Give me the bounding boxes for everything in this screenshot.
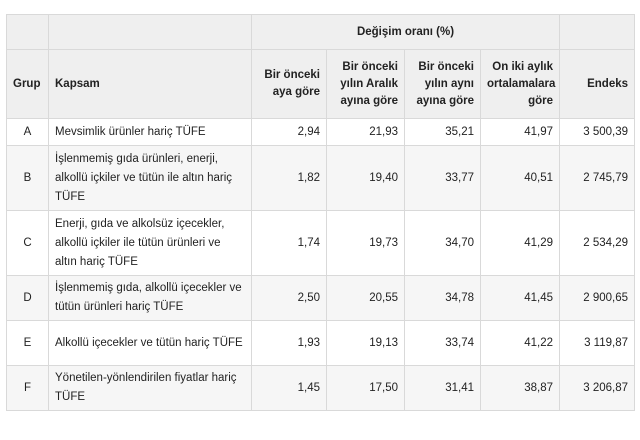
cell-endeks: 2 900,65 — [560, 276, 635, 321]
column-header-ayni-ay: Bir önceki yılın aynı ayına göre — [405, 50, 481, 119]
cell-ortalama: 40,51 — [481, 146, 560, 211]
cell-endeks: 3 206,87 — [560, 366, 635, 411]
cell-endeks: 3 500,39 — [560, 119, 635, 146]
cell-ortalama: 41,45 — [481, 276, 560, 321]
change-rate-group-header: Değişim oranı (%) — [252, 15, 560, 50]
table-container — [6, 14, 634, 411]
column-header-kapsam: Kapsam — [49, 50, 252, 119]
cell-aralik: 19,73 — [327, 211, 405, 276]
cell-aya-gore: 1,74 — [252, 211, 327, 276]
cell-grup: E — [7, 321, 49, 366]
cell-aralik: 19,40 — [327, 146, 405, 211]
cell-ayni-ay: 35,21 — [405, 119, 481, 146]
column-header-row — [7, 50, 635, 119]
cell-kapsam: İşlenmemiş gıda ürünleri, enerji, alkollü içkiler ve tütün ile altın hariç TÜFE — [49, 146, 252, 211]
cell-kapsam: Enerji, gıda ve alkolsüz içecekler, alkollü içkiler ile tütün ürünleri ve altın hariç TÜFE — [49, 211, 252, 276]
cell-endeks: 3 119,87 — [560, 321, 635, 366]
cell-ayni-ay: 31,41 — [405, 366, 481, 411]
cell-grup: A — [7, 119, 49, 146]
column-header-ortalama: On iki aylık ortalamalara göre — [481, 50, 560, 119]
table-row — [7, 321, 635, 366]
cell-grup: C — [7, 211, 49, 276]
column-header-grup: Grup — [7, 50, 49, 119]
cell-grup: D — [7, 276, 49, 321]
inflation-table — [6, 14, 635, 411]
cell-ayni-ay: 33,74 — [405, 321, 481, 366]
table-row — [7, 119, 635, 146]
cell-aralik: 21,93 — [327, 119, 405, 146]
column-header-aya-gore: Bir önceki ayа göre — [252, 50, 327, 119]
cell-kapsam: İşlenmemiş gıda, alkollü içecekler ve tütün ürünleri hariç TÜFE — [49, 276, 252, 321]
cell-ayni-ay: 33,77 — [405, 146, 481, 211]
column-header-endeks: Endeks — [560, 50, 635, 119]
cell-ortalama: 41,22 — [481, 321, 560, 366]
cell-kapsam: Alkollü içecekler ve tütün hariç TÜFE — [49, 321, 252, 366]
header-empty-cell — [7, 15, 49, 50]
cell-kapsam: Mevsimlik ürünler hariç TÜFE — [49, 119, 252, 146]
cell-aya-gore: 1,45 — [252, 366, 327, 411]
cell-aya-gore: 1,93 — [252, 321, 327, 366]
cell-grup: B — [7, 146, 49, 211]
cell-ortalama: 41,29 — [481, 211, 560, 276]
cell-endeks: 2 534,29 — [560, 211, 635, 276]
cell-ayni-ay: 34,70 — [405, 211, 481, 276]
cell-aya-gore: 1,82 — [252, 146, 327, 211]
cell-ortalama: 41,97 — [481, 119, 560, 146]
header-empty-cell — [49, 15, 252, 50]
cell-aralik: 19,13 — [327, 321, 405, 366]
group-header-row — [7, 15, 635, 50]
cell-kapsam: Yönetilen-yönlendirilen fiyatlar hariç TÜFE — [49, 366, 252, 411]
cell-aralik: 17,50 — [327, 366, 405, 411]
header-empty-cell — [560, 15, 635, 50]
cell-endeks: 2 745,79 — [560, 146, 635, 211]
table-row — [7, 366, 635, 411]
cell-ayni-ay: 34,78 — [405, 276, 481, 321]
table-row — [7, 276, 635, 321]
cell-aya-gore: 2,50 — [252, 276, 327, 321]
column-header-aralik: Bir önceki yılın Aralık ayına göre — [327, 50, 405, 119]
cell-grup: F — [7, 366, 49, 411]
cell-aya-gore: 2,94 — [252, 119, 327, 146]
table-row — [7, 146, 635, 211]
cell-ortalama: 38,87 — [481, 366, 560, 411]
table-row — [7, 211, 635, 276]
cell-aralik: 20,55 — [327, 276, 405, 321]
